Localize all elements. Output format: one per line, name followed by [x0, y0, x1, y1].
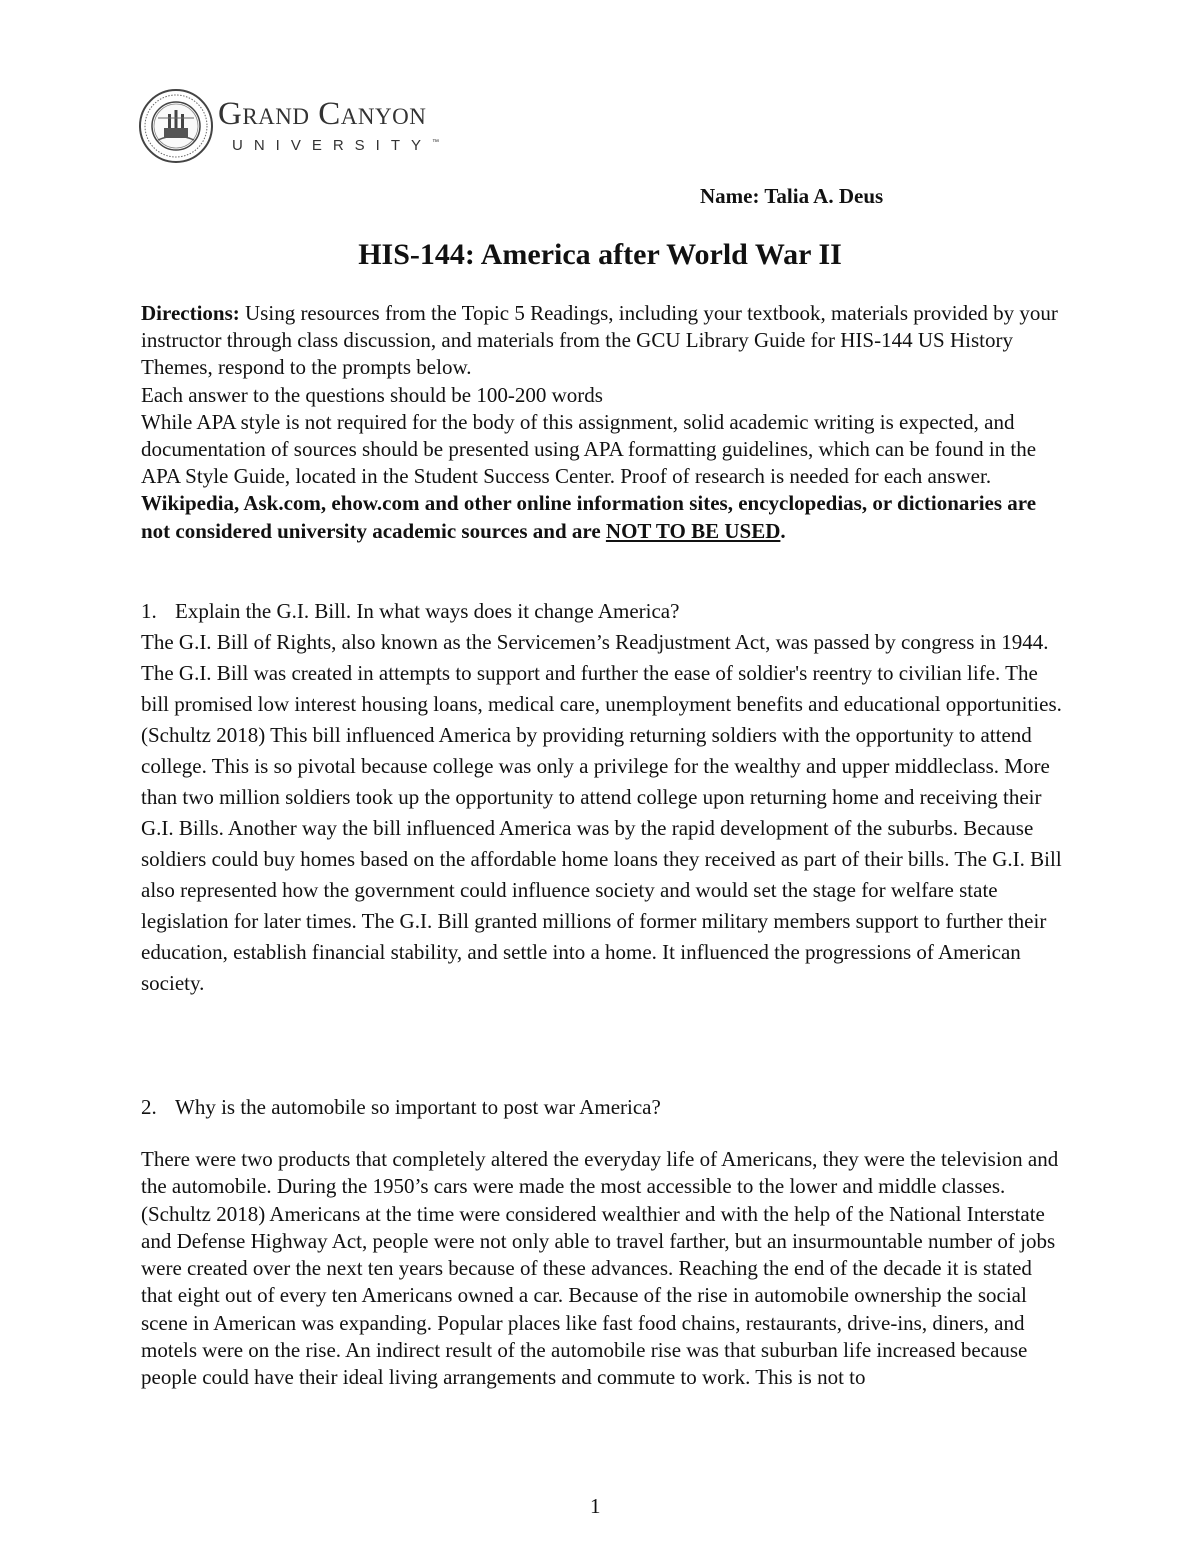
wordmark-name: Grand Canyon	[218, 96, 427, 132]
question-2-answer-block	[141, 1146, 1066, 1392]
apa-instruction: While APA style is not required for the body of this assignment, solid academic writing is expected, and documentation of sources should be presented using APA formatting guidelines, which can be found in the APA Style Guide, located in the Student Success Center. Proof of research is needed for each answer.	[141, 409, 1037, 489]
warning-end: .	[780, 518, 786, 543]
question-text: Why is the automobile so important to post war America?	[175, 1095, 661, 1119]
question-2-prompt	[141, 1092, 1066, 1123]
directions-text: Using resources from the Topic 5 Readings, including your textbook, materials provided by your instructor through class discussion, and materials from the GCU Library Guide for HIS-144 US History Themes, respond to the prompts below.	[141, 301, 1058, 380]
page-title: HIS-144: America after World War II	[358, 238, 842, 271]
directions-label: Directions:	[141, 301, 240, 325]
wordmark-university: UNIVERSITY	[232, 137, 433, 154]
sources-warning	[141, 490, 1066, 544]
directions-section	[141, 300, 1066, 545]
university-seal-icon	[138, 88, 214, 164]
trademark-symbol: ™	[432, 139, 440, 146]
wordmark-subtitle	[232, 134, 439, 155]
question-text: Explain the G.I. Bill. In what ways does it change America?	[175, 599, 680, 623]
page-number: 1	[590, 1494, 601, 1518]
question-2	[141, 1092, 1066, 1123]
word-count-instruction: Each answer to the questions should be 100-200 words	[141, 382, 603, 407]
question-1-prompt	[141, 596, 1066, 627]
question-2-answer: There were two products that completely altered the everyday life of Americans, they were the television and the automobile. During the 1950’s cars were made the most accessible to the lower and middle classes. (Schultz 2018) Americans at the time were considered wealthier and with the help of the National Interstate and Defense Highway Act, people were not only able to travel farther, but an insurmountable number of jobs were created over the next ten years because of these advances. Reaching the end of the decade it is stated that eight out of every ten Americans owned a car. Because of the rise in automobile ownership the social scene in American was expanding. Popular places like fast food chains, restaurants, drive-ins, diners, and motels were on the rise. An indirect result of the automobile rise was that suburban life increased because people could have their ideal living arrangements and commute to work. This is not to	[141, 1147, 1059, 1390]
question-1-answer: The G.I. Bill of Rights, also known as the Servicemen’s Readjustment Act, was passed by congress in 1944. The G.I. Bill was created in attempts to support and further the ease of soldier's reentry to civilian life. The bill promised low interest housing loans, medical care, unemployment benefits and educational opportunities. (Schultz 2018) This bill influenced America by providing returning soldiers with the opportunity to attend college. This is so pivotal because college was only a privilege for the wealthy and upper middleclass. More than two million soldiers took up the opportunity to attend college upon returning home and receiving their G.I. Bills. Another way the bill influenced America was by the rapid development of the suburbs. Because soldiers could buy homes based on the affordable home loans they received as part of their bills. The G.I. Bill also represented how the government could influence society and would set the stage for welfare state legislation for later times. The G.I. Bill granted millions of former military members support to further their education, establish financial stability, and settle into a home. It influenced the progressions of American society.	[141, 630, 1062, 995]
warning-emphasis: NOT TO BE USED	[605, 518, 781, 543]
warning-text: Wikipedia, Ask.com, ehow.com and other online information sites, encyclopedias, or dictionaries are not considered university academic sources and are	[141, 491, 1037, 543]
student-name: Name: Talia A. Deus	[700, 184, 884, 208]
university-wordmark	[218, 97, 439, 155]
university-logo	[138, 88, 439, 164]
question-number: 2.	[141, 1095, 157, 1119]
directions-paragraph	[141, 300, 1066, 382]
question-1	[141, 596, 1066, 999]
question-number: 1.	[141, 599, 157, 623]
